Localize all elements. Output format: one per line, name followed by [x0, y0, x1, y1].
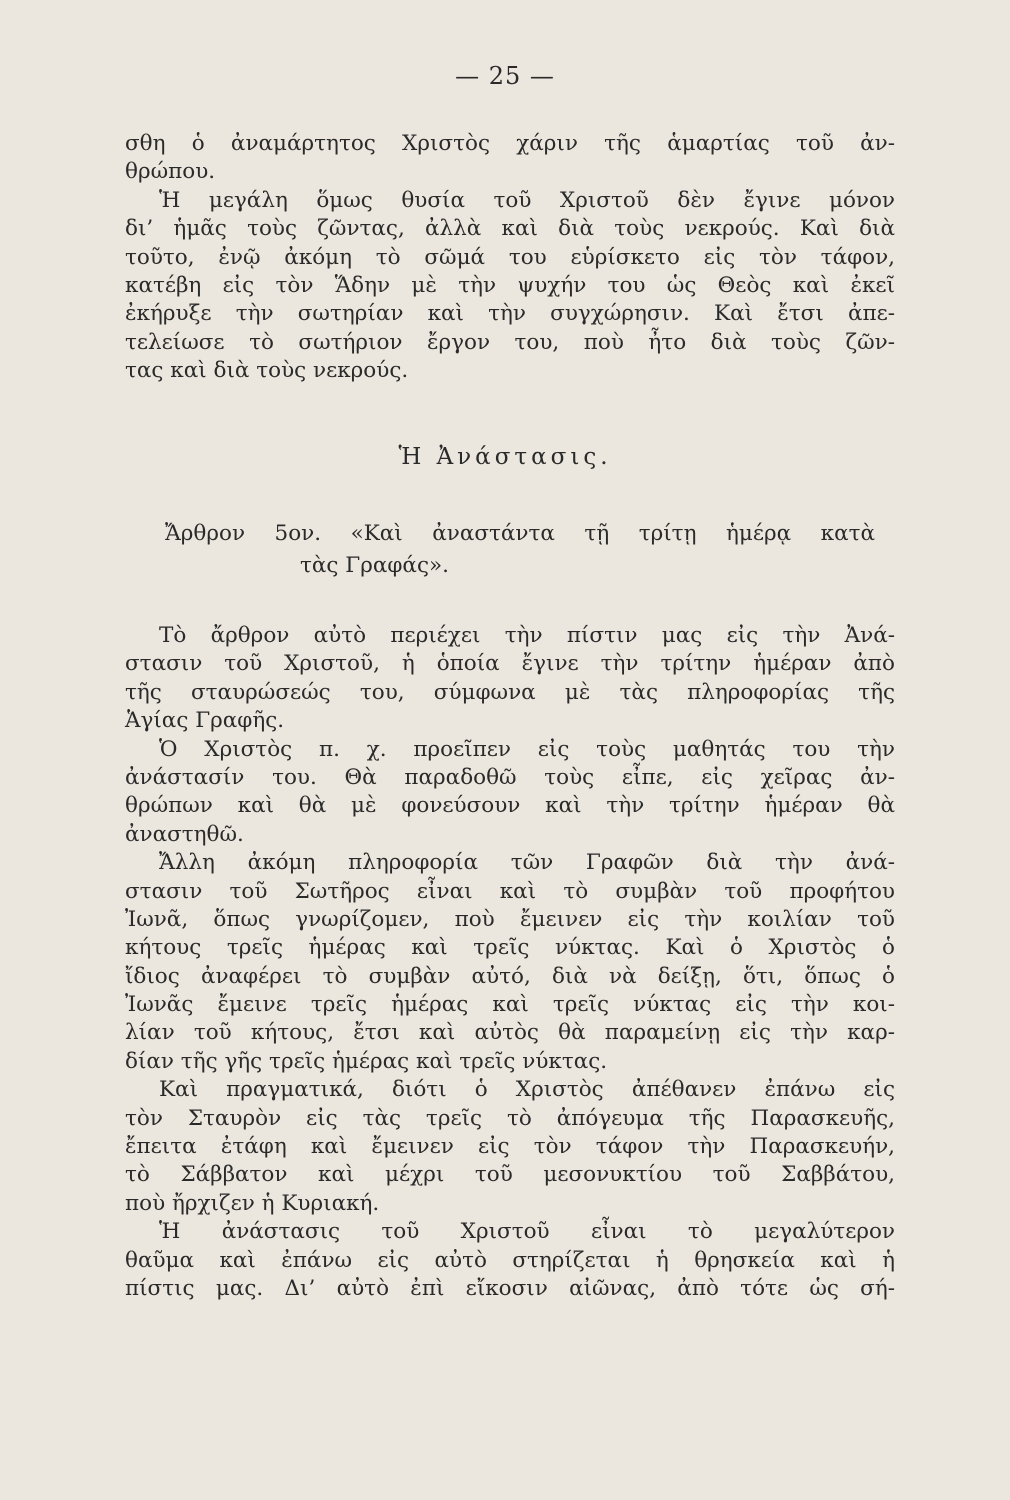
text-line: δίαν τῆς γῆς τρεῖς ἡμέρας καὶ τρεῖς νύκτας. [125, 1048, 608, 1074]
text-line: κήτους τρεῖς ἡμέρας καὶ τρεῖς νύκτας. Καὶ ὁ Χριστὸς ὁ [125, 935, 895, 961]
text-line: ποὺ ἤρχιζεν ἡ Κυριακή. [125, 1190, 380, 1216]
text-line: Ἁγίας Γραφῆς. [125, 708, 285, 734]
text-line: Ὁ Χριστὸς π. χ. προεῖπεν εἰς τοὺς μαθητάς του τὴν [159, 736, 895, 762]
text-line: κατέβη εἰς τὸν Ἅδην μὲ τὴν ψυχήν του ὡς Θεὸς καὶ ἐκεῖ [125, 272, 895, 298]
text-line: θρώπων καὶ θὰ μὲ φονεύσουν καὶ τὴν τρίτην ἡμέραν θὰ [125, 793, 895, 819]
text-line: λίαν τοῦ κήτους, ἔτσι καὶ αὐτὸς θὰ παραμείνῃ εἰς τὴν καρ- [125, 1020, 895, 1046]
text-line: θαῦμα καὶ ἐπάνω εἰς αὐτὸ στηρίζεται ἡ θρησκεία καὶ ἡ [125, 1247, 895, 1273]
text-line: σθη ὁ ἀναμάρτητος Χριστὸς χάριν τῆς ἁμαρτίας τοῦ ἀν- [125, 131, 895, 156]
text-line: πίστις μας. Δι’ αὐτὸ ἐπὶ εἴκοσιν αἰῶνας, ἀπὸ τότε ὡς σή- [125, 1275, 895, 1301]
body-paragraphs [125, 622, 895, 1303]
text-line: Ἡ μεγάλη ὅμως θυσία τοῦ Χριστοῦ δὲν ἔγινε μόνον [159, 187, 895, 213]
text-line: τῆς σταυρώσεώς του, σύμφωνα μὲ τὰς πληροφορίας τῆς [125, 679, 895, 705]
text-line: ἔπειτα ἐτάφη καὶ ἔμεινεν εἰς τὸν τάφον τὴν Παρασκευήν, [125, 1134, 895, 1160]
text-line: τας καὶ διὰ τοὺς νεκρούς. [125, 358, 409, 384]
page-number: — 25 — [455, 62, 555, 90]
text-line: τὸ Σάββατον καὶ μέχρι τοῦ μεσονυκτίου τοῦ Σαββάτου, [125, 1162, 895, 1188]
text-line: Ἰωνᾶ, ὅπως γνωρίζομεν, ποὺ ἔμεινεν εἰς τὴν κοιλίαν τοῦ [125, 906, 895, 932]
article-line: Ἄρθρον 5ον. «Καὶ ἀναστάντα τῇ τρίτῃ ἡμέρᾳ κατὰ [165, 521, 875, 546]
text-line: Ἡ ἀνάστασις τοῦ Χριστοῦ εἶναι τὸ μεγαλύτερον [159, 1219, 895, 1245]
text-line: τὸν Σταυρὸν εἰς τὰς τρεῖς τὸ ἀπόγευμα τῆς Παρασκευῆς, [125, 1105, 895, 1131]
text-line: στασιν τοῦ Χριστοῦ, ἡ ὁποία ἔγινε τὴν τρίτην ἡμέραν ἀπὸ [125, 651, 895, 677]
text-line: Ἄλλη ἀκόμη πληροφορία τῶν Γραφῶν διὰ τὴν ἀνά- [159, 850, 895, 876]
text-line: δι’ ἡμᾶς τοὺς ζῶντας, ἀλλὰ καὶ διὰ τοὺς νεκρούς. Καὶ διὰ [125, 216, 895, 242]
text-line: τοῦτο, ἐνῷ ἀκόμη τὸ σῶμά του εὑρίσκετο εἰς τὸν τάφον, [125, 244, 895, 270]
text-line: ἐκήρυξε τὴν σωτηρίαν καὶ τὴν συγχώρησιν. Καὶ ἔτσι ἀπε- [125, 301, 895, 327]
article-line: τὰς Γραφάς». [300, 553, 449, 578]
section-heading: Ἡ Ἀνάστασις. [398, 444, 612, 470]
intro-paragraph [125, 130, 895, 386]
article-statement [165, 518, 875, 582]
text-line: στασιν τοῦ Σωτῆρος εἶναι καὶ τὸ συμβὰν τοῦ προφήτου [125, 878, 895, 904]
text-line: τελείωσε τὸ σωτήριον ἔργον του, ποὺ ἦτο διὰ τοὺς ζῶν- [125, 329, 895, 355]
text-line: θρώπου. [125, 159, 216, 185]
text-line: Ἰωνᾶς ἔμεινε τρεῖς ἡμέρας καὶ τρεῖς νύκτας εἰς τὴν κοι- [125, 992, 895, 1018]
text-line: ἀνάστασίν του. Θὰ παραδοθῶ τοὺς εἶπε, εἰς χεῖρας ἀν- [125, 764, 895, 790]
text-line: ἀναστηθῶ. [125, 821, 244, 847]
text-line: ἴδιος ἀναφέρει τὸ συμβὰν αὐτό, διὰ νὰ δείξῃ, ὅτι, ὅπως ὁ [125, 963, 895, 989]
text-line: Καὶ πραγματικά, διότι ὁ Χριστὸς ἀπέθανεν ἐπάνω εἰς [159, 1077, 895, 1103]
text-line: Τὸ ἄρθρον αὐτὸ περιέχει τὴν πίστιν μας εἰς τὴν Ἀνά- [159, 623, 895, 648]
